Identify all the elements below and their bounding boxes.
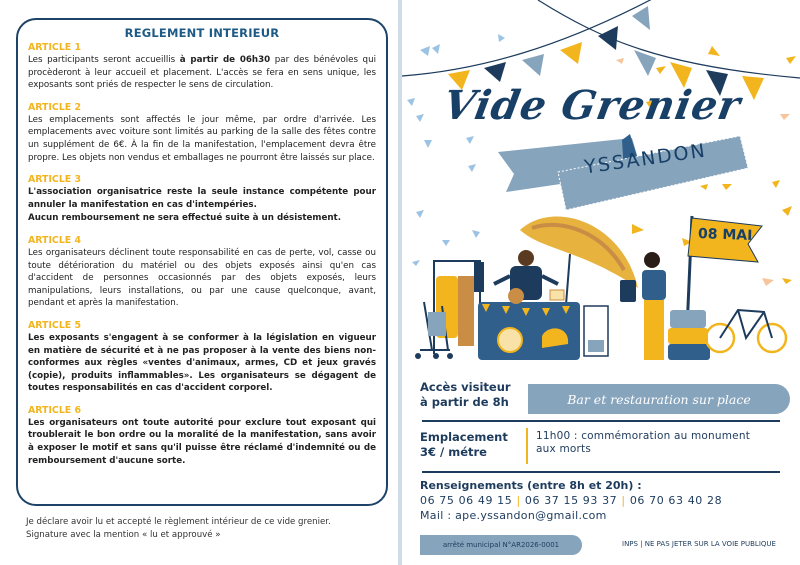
pitch-price — [420, 430, 508, 460]
ceremony-line: 11h00 : commémoration au monument — [536, 430, 751, 442]
article-text-paragraph: Aucun remboursement ne sera effectué suite à un désistement. — [28, 213, 342, 224]
article-heading: ARTICLE 5 — [28, 319, 81, 331]
rules-title: REGLEMENT INTERIEUR — [124, 26, 280, 40]
pitch-price-value: 3€ / métre — [420, 445, 487, 459]
signature-line: Signature avec la mention « lu et approuvé » — [26, 529, 221, 540]
divider-line — [422, 471, 780, 473]
article-text-part: par des bénévoles qui procèderont à leur accueil et placement. L'accès se fera en sens unique, les exposants sont priés de respecter le sens de circulation. — [28, 55, 376, 91]
article-4 — [28, 235, 376, 310]
yellow-separator — [526, 428, 528, 464]
article-text — [28, 186, 376, 225]
article-text — [28, 54, 376, 92]
article-3 — [28, 174, 376, 225]
phone-number[interactable]: 06 70 63 40 28 — [629, 494, 723, 507]
municipal-decree-badge: arrêté municipal N°AR2026-0001 — [420, 535, 582, 555]
event-title: Vide Grenier — [439, 82, 745, 129]
rules-box — [16, 18, 388, 506]
poster-illustration — [402, 0, 800, 372]
contact-title: Renseignements (entre 8h et 20h) : — [420, 479, 642, 492]
article-text: Les exposants s'engagent à se conformer à la législation en vigueur en matière de sécurité et à ne pas proposer à la vente des biens non-conformes aux règles «ventes d'animaux, armes, CD et jeux gravés (copie), produits inflammables». Les organisateurs se dégagent de toutes responsabilités en cas d'accident corporel. — [28, 332, 376, 394]
article-text: Les emplacements sont affectés le jour même, par ordre d'arrivée. Les emplacements avec voiture sont limités au parking de la salle des fêtes contre un supplément de 6€. À la fin de la manifestation, l'emplacement devra être propre. Les objets non vendus et emballages ne pourront être laissés sur place. — [28, 114, 376, 163]
declaration-line: Je déclare avoir lu et accepté le règlement intérieur de ce vide grenier. — [26, 517, 331, 527]
visitor-access-time: à partir de 8h — [420, 395, 509, 409]
article-text-part: Les participants seront accueillis — [28, 55, 180, 65]
article-text: Les organisateurs déclinent toute responsabilité en cas de perte, vol, casse ou toute détérioration du matériel ou des objets exposés ainsi qu'en cas d'accident de personnes occasionnés par des objets exposés, leurs manipulations, leurs installations, ou par une cause quelconque, avant, pendant et après la manifestation. — [28, 247, 376, 309]
phone-separator: | — [516, 494, 521, 507]
article-text: Les organisateurs ont toute autorité pour exclure tout exposant qui troublerait le bon ordre ou la moralité de la manifestation, sans avoir à exposer le motif et sans qu'il puisse être réclamé d'indemnité ou de remboursement d'aucune sorte. — [28, 417, 376, 466]
poster-page — [402, 0, 800, 565]
phone-number[interactable]: 06 37 15 93 37 — [524, 494, 618, 507]
article-5 — [28, 320, 376, 395]
phone-separator: | — [621, 494, 626, 507]
contact-info — [420, 479, 722, 522]
article-heading: ARTICLE 6 — [28, 404, 81, 416]
article-2 — [28, 102, 376, 164]
town-name: YSSANDON — [583, 139, 709, 179]
article-heading: ARTICLE 2 — [28, 101, 81, 113]
article-text-emphasis: à partir de 06h30 — [179, 55, 271, 65]
article-1 — [28, 42, 376, 92]
article-heading: ARTICLE 1 — [28, 42, 81, 53]
phone-numbers — [420, 494, 722, 507]
article-text-paragraph: L'association organisatrice reste la seule instance compétente pour annuler la manifestation en cas d'intempéries. — [28, 187, 376, 210]
article-6 — [28, 405, 376, 467]
ceremony-line: aux morts — [536, 443, 591, 455]
declaration-text — [26, 516, 331, 541]
visitor-access-line: Accès visiteur — [420, 380, 511, 394]
article-heading: ARTICLE 3 — [28, 174, 81, 186]
pitch-label: Emplacement — [420, 430, 508, 444]
bar-restaurant-banner: Bar et restauration sur place — [528, 384, 790, 414]
article-heading: ARTICLE 4 — [28, 234, 81, 246]
footer-note: INPS | NE PAS JETER SUR LA VOIE PUBLIQUE — [622, 540, 776, 548]
event-date: 08 MAI — [697, 226, 753, 244]
divider-line — [422, 420, 780, 422]
contact-email[interactable]: Mail : ape.yssandon@gmail.com — [420, 509, 607, 522]
ceremony-note — [536, 430, 750, 456]
phone-number[interactable]: 06 75 06 49 15 — [420, 494, 513, 507]
visitor-access — [420, 380, 511, 410]
